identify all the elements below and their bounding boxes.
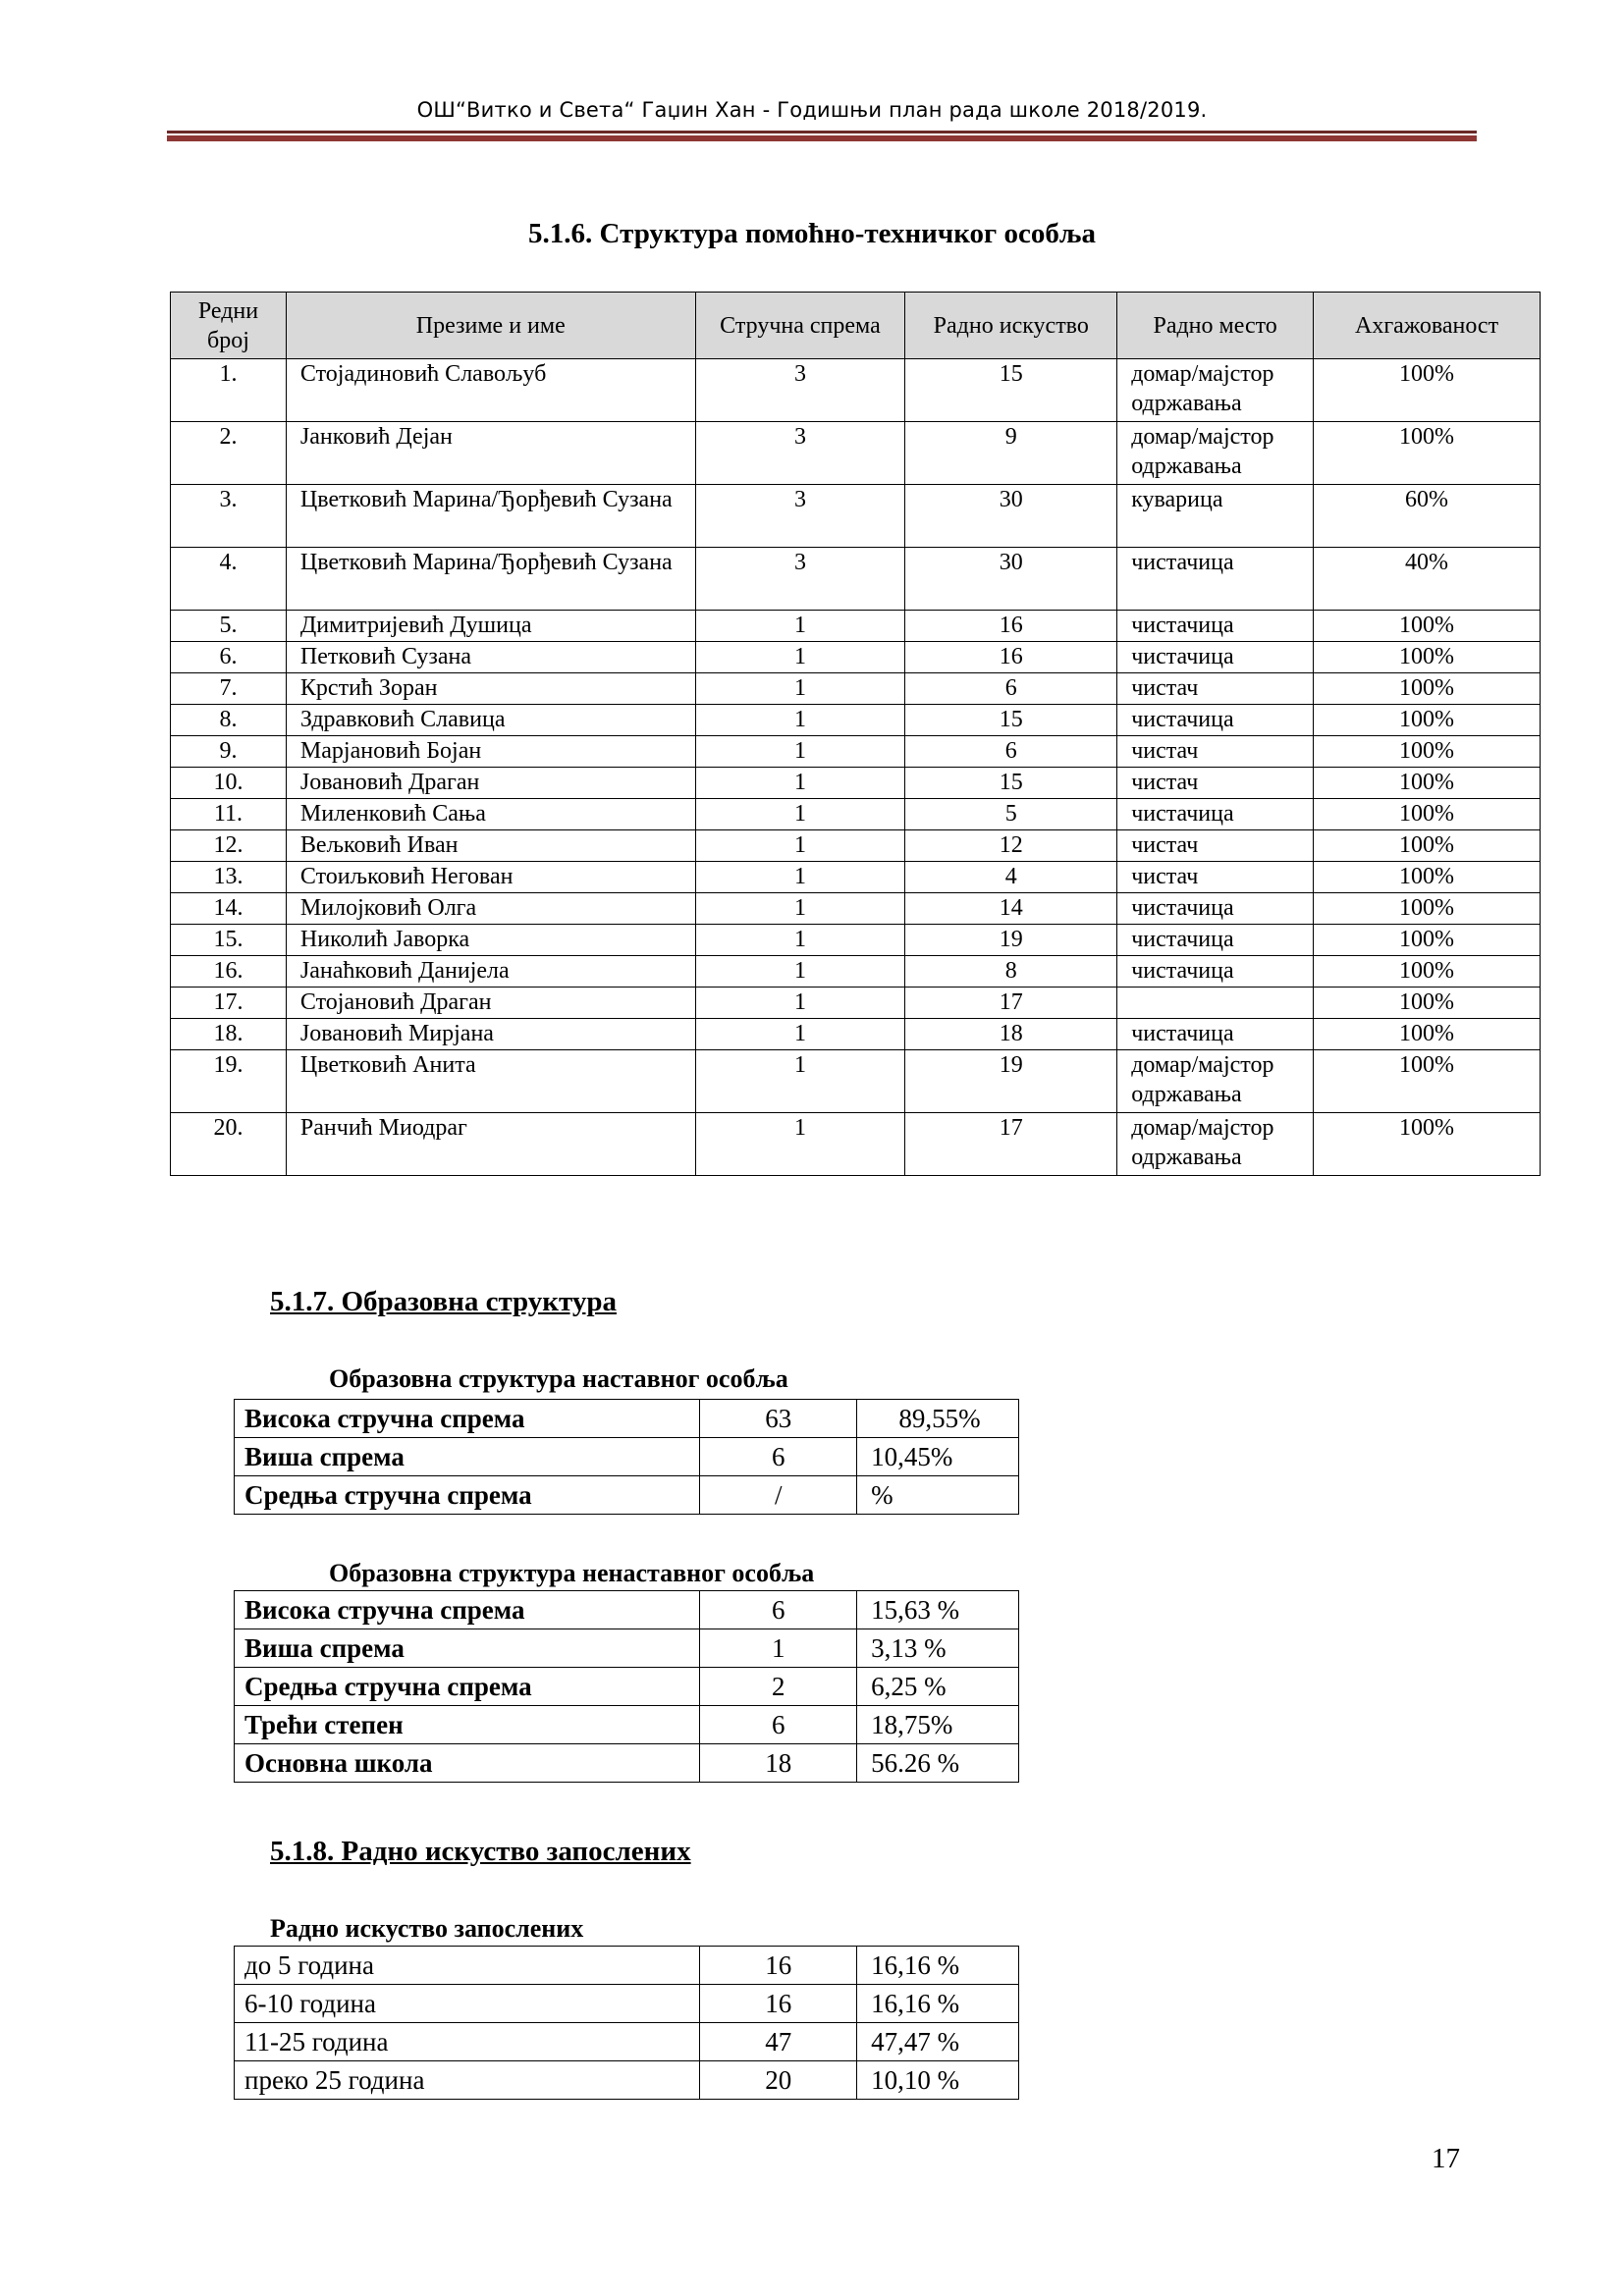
table-row [235, 1629, 1019, 1668]
employee-position: чистачица [1117, 705, 1314, 736]
support-staff-table [170, 292, 1541, 1176]
row-number: 5. [171, 611, 287, 642]
employee-experience: 17 [905, 988, 1117, 1019]
employee-position: домар/мајстор одржавања [1117, 422, 1314, 485]
employee-position: домар/мајстор одржавања [1117, 359, 1314, 422]
employee-degree: 1 [695, 736, 905, 768]
employee-experience: 5 [905, 799, 1117, 830]
employee-experience: 14 [905, 893, 1117, 925]
table-row [235, 2023, 1019, 2061]
table-row [171, 422, 1541, 485]
table-row [171, 736, 1541, 768]
employee-name: Цветковић Анита [286, 1050, 695, 1113]
row-number: 12. [171, 830, 287, 862]
table-row [171, 548, 1541, 611]
table-row [235, 1744, 1019, 1783]
row-number: 10. [171, 768, 287, 799]
employee-experience: 4 [905, 862, 1117, 893]
employee-degree: 1 [695, 893, 905, 925]
row-number: 11. [171, 799, 287, 830]
employee-position: чистач [1117, 768, 1314, 799]
employee-name: Јовановић Драган [286, 768, 695, 799]
header-rule-thick [167, 135, 1477, 141]
document-header: ОШ“Витко и Света“ Гаџин Хан - Годишњи план рада школе 2018/2019. [416, 98, 1208, 122]
table-row [235, 1947, 1019, 1985]
education-percent: 56.26 % [857, 1744, 1019, 1783]
table-row [171, 1019, 1541, 1050]
employee-degree: 1 [695, 1050, 905, 1113]
employee-degree: 1 [695, 1113, 905, 1176]
table-header-row [171, 293, 1541, 359]
row-number: 3. [171, 485, 287, 548]
section-517-title: 5.1.7. Образовна структура [270, 1286, 617, 1317]
employee-experience: 19 [905, 1050, 1117, 1113]
teaching-staff-caption: Образовна структура наставног особља [329, 1364, 788, 1393]
row-number: 18. [171, 1019, 287, 1050]
employee-experience: 19 [905, 925, 1117, 956]
employee-position: чистачица [1117, 956, 1314, 988]
employee-engagement: 60% [1314, 485, 1541, 548]
experience-percent: 16,16 % [857, 1985, 1019, 2023]
employee-engagement: 100% [1314, 611, 1541, 642]
experience-range: преко 25 година [235, 2061, 700, 2100]
employee-experience: 30 [905, 485, 1117, 548]
teaching-staff-education-table [234, 1399, 1019, 1515]
employee-experience: 15 [905, 705, 1117, 736]
employee-name: Здравковић Славица [286, 705, 695, 736]
experience-range: 6-10 година [235, 1985, 700, 2023]
employee-engagement: 100% [1314, 736, 1541, 768]
employee-position: чистачица [1117, 893, 1314, 925]
employee-position: домар/мајстор одржавања [1117, 1050, 1314, 1113]
employee-degree: 3 [695, 422, 905, 485]
column-header-position: Радно место [1117, 293, 1314, 359]
employee-degree: 1 [695, 925, 905, 956]
employee-name: Петковић Сузана [286, 642, 695, 673]
employee-engagement: 40% [1314, 548, 1541, 611]
table-row [171, 925, 1541, 956]
employee-engagement: 100% [1314, 359, 1541, 422]
employee-degree: 1 [695, 830, 905, 862]
education-count: 63 [700, 1400, 857, 1438]
table-row [171, 673, 1541, 705]
employee-degree: 3 [695, 485, 905, 548]
row-number: 6. [171, 642, 287, 673]
employee-experience: 15 [905, 359, 1117, 422]
column-header-name: Презиме и име [286, 293, 695, 359]
employee-position: чистач [1117, 862, 1314, 893]
row-number: 2. [171, 422, 287, 485]
experience-count: 16 [700, 1985, 857, 2023]
employee-engagement: 100% [1314, 705, 1541, 736]
employee-position: чистачица [1117, 925, 1314, 956]
experience-count: 47 [700, 2023, 857, 2061]
education-count: / [700, 1476, 857, 1515]
employee-engagement: 100% [1314, 893, 1541, 925]
table-row [171, 893, 1541, 925]
employee-experience: 16 [905, 642, 1117, 673]
row-number: 7. [171, 673, 287, 705]
employee-position [1117, 988, 1314, 1019]
employee-position: чистачица [1117, 611, 1314, 642]
table-row [235, 1706, 1019, 1744]
row-number: 9. [171, 736, 287, 768]
work-experience-caption: Радно искуство запослених [270, 1914, 584, 1943]
employee-degree: 1 [695, 705, 905, 736]
column-header-degree: Стручна спрема [695, 293, 905, 359]
table-row [171, 799, 1541, 830]
table-row [171, 642, 1541, 673]
employee-engagement: 100% [1314, 799, 1541, 830]
non-teaching-staff-education-table [234, 1590, 1019, 1783]
table-row [235, 2061, 1019, 2100]
employee-position: чистачица [1117, 1019, 1314, 1050]
experience-percent: 47,47 % [857, 2023, 1019, 2061]
employee-position: куварица [1117, 485, 1314, 548]
table-row [171, 768, 1541, 799]
employee-name: Стоиљковић Негован [286, 862, 695, 893]
row-number: 19. [171, 1050, 287, 1113]
employee-degree: 1 [695, 862, 905, 893]
table-row [171, 988, 1541, 1019]
table-row [235, 1438, 1019, 1476]
employee-name: Јанаћковић Данијела [286, 956, 695, 988]
row-number: 8. [171, 705, 287, 736]
employee-experience: 6 [905, 673, 1117, 705]
column-header-experience: Радно искуство [905, 293, 1117, 359]
education-count: 6 [700, 1438, 857, 1476]
employee-engagement: 100% [1314, 1050, 1541, 1113]
employee-engagement: 100% [1314, 673, 1541, 705]
employee-degree: 1 [695, 799, 905, 830]
education-count: 6 [700, 1706, 857, 1744]
employee-position: чистач [1117, 736, 1314, 768]
education-percent: 15,63 % [857, 1591, 1019, 1629]
employee-engagement: 100% [1314, 956, 1541, 988]
row-number: 17. [171, 988, 287, 1019]
table-row [171, 485, 1541, 548]
employee-position: домар/мајстор одржавања [1117, 1113, 1314, 1176]
employee-name: Николић Јаворка [286, 925, 695, 956]
education-percent: % [857, 1476, 1019, 1515]
employee-experience: 17 [905, 1113, 1117, 1176]
employee-name: Вељковић Иван [286, 830, 695, 862]
education-percent: 89,55% [857, 1400, 1019, 1438]
education-percent: 3,13 % [857, 1629, 1019, 1668]
row-number: 16. [171, 956, 287, 988]
employee-engagement: 100% [1314, 925, 1541, 956]
education-count: 6 [700, 1591, 857, 1629]
table-row [235, 1476, 1019, 1515]
table-row [235, 1668, 1019, 1706]
employee-name: Цветковић Марина/Ђорђевић Сузана [286, 485, 695, 548]
education-level: Висока стручна спрема [235, 1400, 700, 1438]
employee-degree: 1 [695, 768, 905, 799]
employee-experience: 30 [905, 548, 1117, 611]
column-header-engagement: Ахгажованост [1314, 293, 1541, 359]
row-number: 14. [171, 893, 287, 925]
table-row [171, 830, 1541, 862]
education-level: Виша спрема [235, 1438, 700, 1476]
education-level: Виша спрема [235, 1629, 700, 1668]
row-number: 20. [171, 1113, 287, 1176]
education-level: Висока стручна спрема [235, 1591, 700, 1629]
employee-experience: 9 [905, 422, 1117, 485]
employee-name: Ранчић Миодраг [286, 1113, 695, 1176]
non-teaching-staff-caption: Образовна структура ненаставног особља [329, 1559, 815, 1587]
education-count: 2 [700, 1668, 857, 1706]
education-level: Средња стручна спрема [235, 1668, 700, 1706]
row-number: 13. [171, 862, 287, 893]
employee-degree: 1 [695, 1019, 905, 1050]
row-number: 15. [171, 925, 287, 956]
employee-engagement: 100% [1314, 422, 1541, 485]
employee-name: Миленковић Сања [286, 799, 695, 830]
experience-count: 20 [700, 2061, 857, 2100]
employee-name: Јанковић Дејан [286, 422, 695, 485]
column-header-number: Редни број [171, 293, 287, 359]
employee-name: Крстић Зоран [286, 673, 695, 705]
education-percent: 6,25 % [857, 1668, 1019, 1706]
education-level: Средња стручна спрема [235, 1476, 700, 1515]
page-number: 17 [1432, 2143, 1460, 2174]
experience-range: до 5 година [235, 1947, 700, 1985]
experience-range: 11-25 година [235, 2023, 700, 2061]
employee-position: чистач [1117, 830, 1314, 862]
employee-experience: 8 [905, 956, 1117, 988]
row-number: 1. [171, 359, 287, 422]
table-row [171, 611, 1541, 642]
row-number: 4. [171, 548, 287, 611]
header-rule [167, 131, 1477, 141]
employee-experience: 6 [905, 736, 1117, 768]
employee-experience: 16 [905, 611, 1117, 642]
employee-degree: 3 [695, 359, 905, 422]
employee-engagement: 100% [1314, 642, 1541, 673]
table-row [171, 956, 1541, 988]
employee-experience: 18 [905, 1019, 1117, 1050]
table-row [235, 1400, 1019, 1438]
experience-percent: 16,16 % [857, 1947, 1019, 1985]
employee-name: Марјановић Бојан [286, 736, 695, 768]
table-row [235, 1591, 1019, 1629]
employee-name: Димитријевић Душица [286, 611, 695, 642]
employee-name: Милојковић Олга [286, 893, 695, 925]
employee-engagement: 100% [1314, 1019, 1541, 1050]
employee-degree: 1 [695, 642, 905, 673]
table-row [171, 1050, 1541, 1113]
employee-degree: 1 [695, 611, 905, 642]
employee-position: чистачица [1117, 799, 1314, 830]
employee-name: Стојадиновић Славољуб [286, 359, 695, 422]
experience-count: 16 [700, 1947, 857, 1985]
table-row [171, 1113, 1541, 1176]
employee-degree: 3 [695, 548, 905, 611]
education-level: Основна школа [235, 1744, 700, 1783]
employee-position: чистач [1117, 673, 1314, 705]
employee-degree: 1 [695, 673, 905, 705]
employee-engagement: 100% [1314, 862, 1541, 893]
employee-name: Цветковић Марина/Ђорђевић Сузана [286, 548, 695, 611]
table-row [171, 705, 1541, 736]
employee-engagement: 100% [1314, 830, 1541, 862]
work-experience-table [234, 1946, 1019, 2100]
table-row [171, 359, 1541, 422]
table-row [171, 862, 1541, 893]
education-count: 18 [700, 1744, 857, 1783]
employee-degree: 1 [695, 988, 905, 1019]
employee-engagement: 100% [1314, 1113, 1541, 1176]
employee-name: Стојановић Драган [286, 988, 695, 1019]
employee-position: чистачица [1117, 548, 1314, 611]
education-level: Трећи степен [235, 1706, 700, 1744]
experience-percent: 10,10 % [857, 2061, 1019, 2100]
table-row [235, 1985, 1019, 2023]
employee-experience: 15 [905, 768, 1117, 799]
education-count: 1 [700, 1629, 857, 1668]
employee-name: Јовановић Мирјана [286, 1019, 695, 1050]
education-percent: 10,45% [857, 1438, 1019, 1476]
section-518-title: 5.1.8. Радно искуство запослених [270, 1836, 691, 1867]
employee-engagement: 100% [1314, 768, 1541, 799]
employee-degree: 1 [695, 956, 905, 988]
employee-engagement: 100% [1314, 988, 1541, 1019]
employee-position: чистачица [1117, 642, 1314, 673]
education-percent: 18,75% [857, 1706, 1019, 1744]
section-516-title: 5.1.6. Структура помоћно-техничког особља [528, 218, 1096, 249]
employee-experience: 12 [905, 830, 1117, 862]
